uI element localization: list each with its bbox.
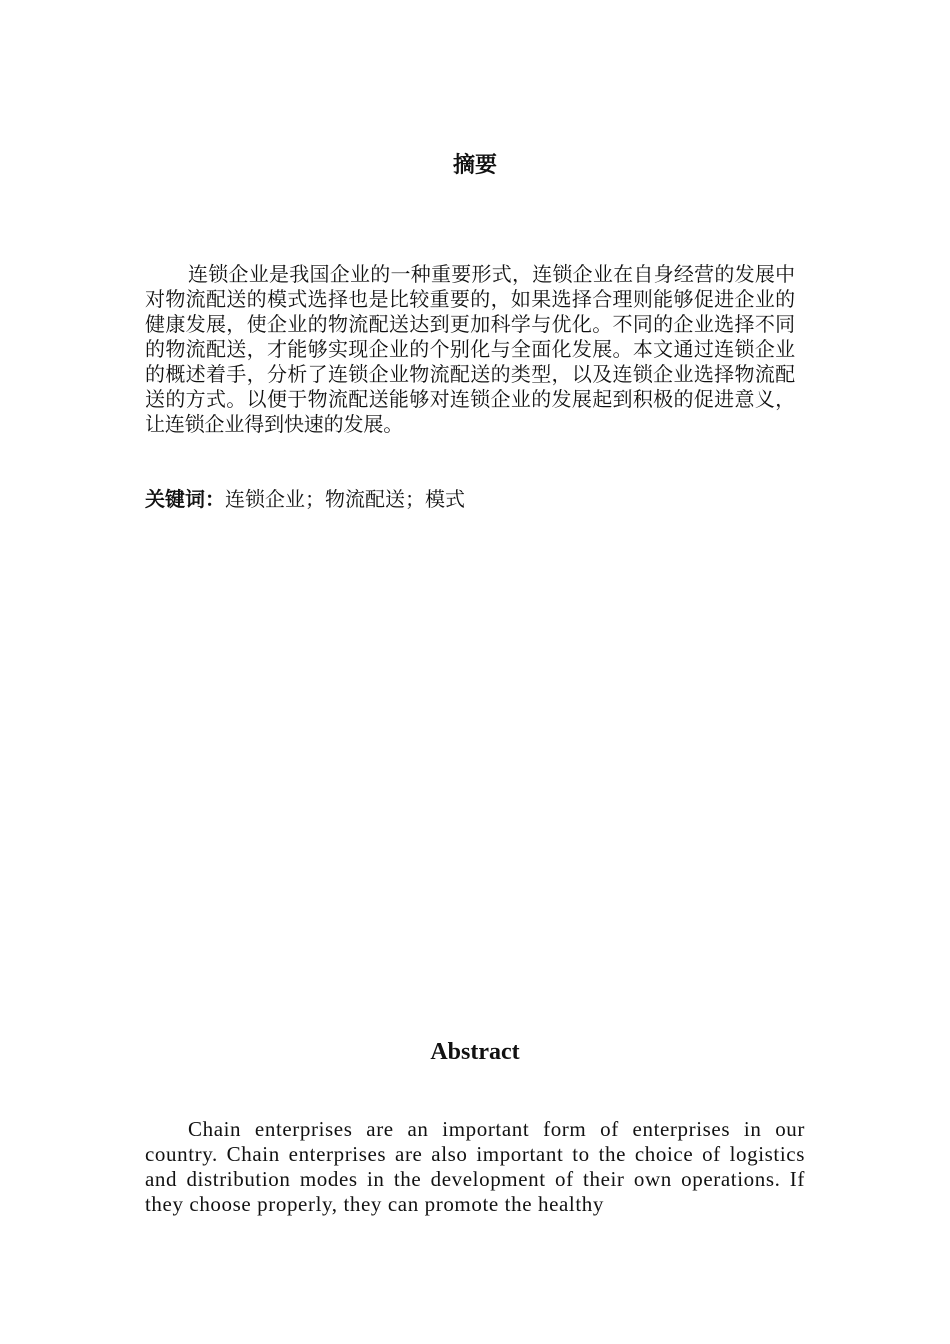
keywords-value: 连锁企业；物流配送；模式 [225,487,465,511]
chinese-keywords-line [145,487,795,512]
chinese-abstract-title: 摘要 [452,153,497,178]
keywords-label: 关键词： [145,487,225,511]
english-abstract-body: Chain enterprises are an important form of enterprises in our country. Chain enterprises are also important to the choice of logistics and distribution modes in the development of their own operations. If they choose properly, they can promote the healthy [145,1117,805,1216]
chinese-abstract-body: 连锁企业是我国企业的一种重要形式，连锁企业在自身经营的发展中对物流配送的模式选择也是比较重要的，如果选择合理则能够促进企业的健康发展，使企业的物流配送达到更加科学与优化。不同的企业选择不同的物流配送，才能够实现企业的个别化与全面化发展。本文通过连锁企业的概述着手，分析了连锁企业物流配送的类型，以及连锁企业选择物流配送的方式。以便于物流配送能够对连锁企业的发展起到积极的促进意义，让连锁企业得到快速的发展。 [145,262,795,436]
english-abstract-title: Abstract [430,1039,520,1065]
